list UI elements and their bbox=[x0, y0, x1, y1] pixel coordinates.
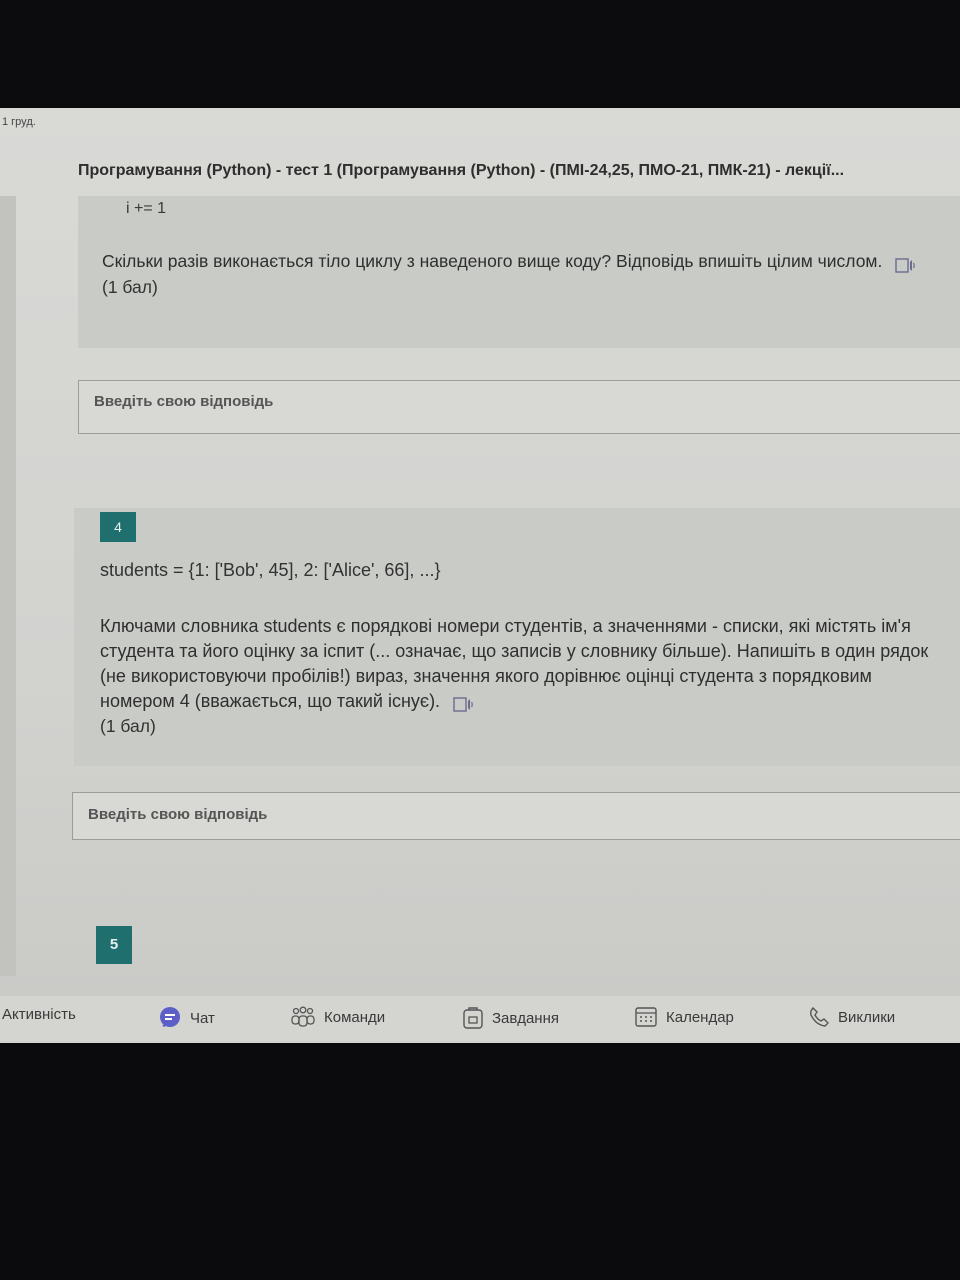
bottom-nav bbox=[0, 996, 960, 1043]
question-points: (1 бал) bbox=[100, 716, 156, 736]
nav-item-label: Активність bbox=[2, 1006, 76, 1023]
status-date: 1 груд. bbox=[2, 116, 36, 128]
nav-item-activity[interactable] bbox=[2, 1006, 76, 1023]
assignments-icon bbox=[462, 1006, 484, 1030]
question-number-badge: 5 bbox=[96, 926, 132, 964]
question-text-body: Скільки разів виконається тіло циклу з наведеного вище коду? Відповідь впишіть цілим числом. bbox=[102, 251, 883, 271]
immersive-reader-icon[interactable] bbox=[895, 255, 915, 269]
nav-item-assignments[interactable] bbox=[462, 1006, 559, 1030]
answer-input[interactable]: Введіть свою відповідь bbox=[72, 792, 960, 840]
calendar-icon bbox=[634, 1006, 658, 1028]
nav-item-calendar[interactable] bbox=[634, 1006, 734, 1028]
teams-window bbox=[0, 108, 960, 1043]
question-code: i += 1 bbox=[126, 200, 167, 217]
immersive-reader-icon[interactable] bbox=[453, 695, 473, 709]
nav-item-label: Виклики bbox=[838, 1008, 896, 1026]
teams-icon bbox=[290, 1006, 316, 1028]
nav-item-calls[interactable] bbox=[808, 1006, 895, 1028]
question-code: students = {1: ['Bob', 45], 2: ['Alice', 66], ...} bbox=[100, 560, 441, 580]
left-panel bbox=[0, 196, 16, 976]
nav-item-label: Команди bbox=[324, 1008, 386, 1026]
nav-item-label: Чат bbox=[190, 1009, 215, 1027]
question-card-4 bbox=[74, 508, 960, 766]
nav-item-chat[interactable] bbox=[158, 1006, 215, 1030]
question-card-3 bbox=[78, 196, 960, 348]
question-number-badge: 4 bbox=[100, 512, 136, 542]
question-points: (1 бал) bbox=[102, 277, 158, 297]
nav-item-teams[interactable] bbox=[290, 1006, 385, 1028]
phone-icon bbox=[808, 1006, 830, 1028]
question-text bbox=[100, 614, 950, 739]
question-text bbox=[102, 248, 942, 300]
nav-item-label: Завдання bbox=[492, 1009, 559, 1027]
answer-input[interactable]: Введіть свою відповідь bbox=[78, 380, 960, 434]
chat-icon bbox=[158, 1006, 182, 1030]
question-text-body: Ключами словника students є порядкові номери студентів, а значеннями - списки, які містять ім'я студента та його оцінку за іспит (... означає, що записів у словнику більше). Напишіть в один рядок (не використовуючи пробілів!) вираз, значення якого дорівнює оцінці студента з порядковим номером 4 (вважається, що такий існує). bbox=[100, 616, 929, 711]
device-bezel bbox=[0, 1043, 960, 1280]
nav-item-label: Календар bbox=[666, 1008, 734, 1026]
page-title: Програмування (Python) - тест 1 (Програмування (Python) - (ПМІ-24,25, ПМО-21, ПМК-21) - лекції... bbox=[78, 162, 845, 179]
